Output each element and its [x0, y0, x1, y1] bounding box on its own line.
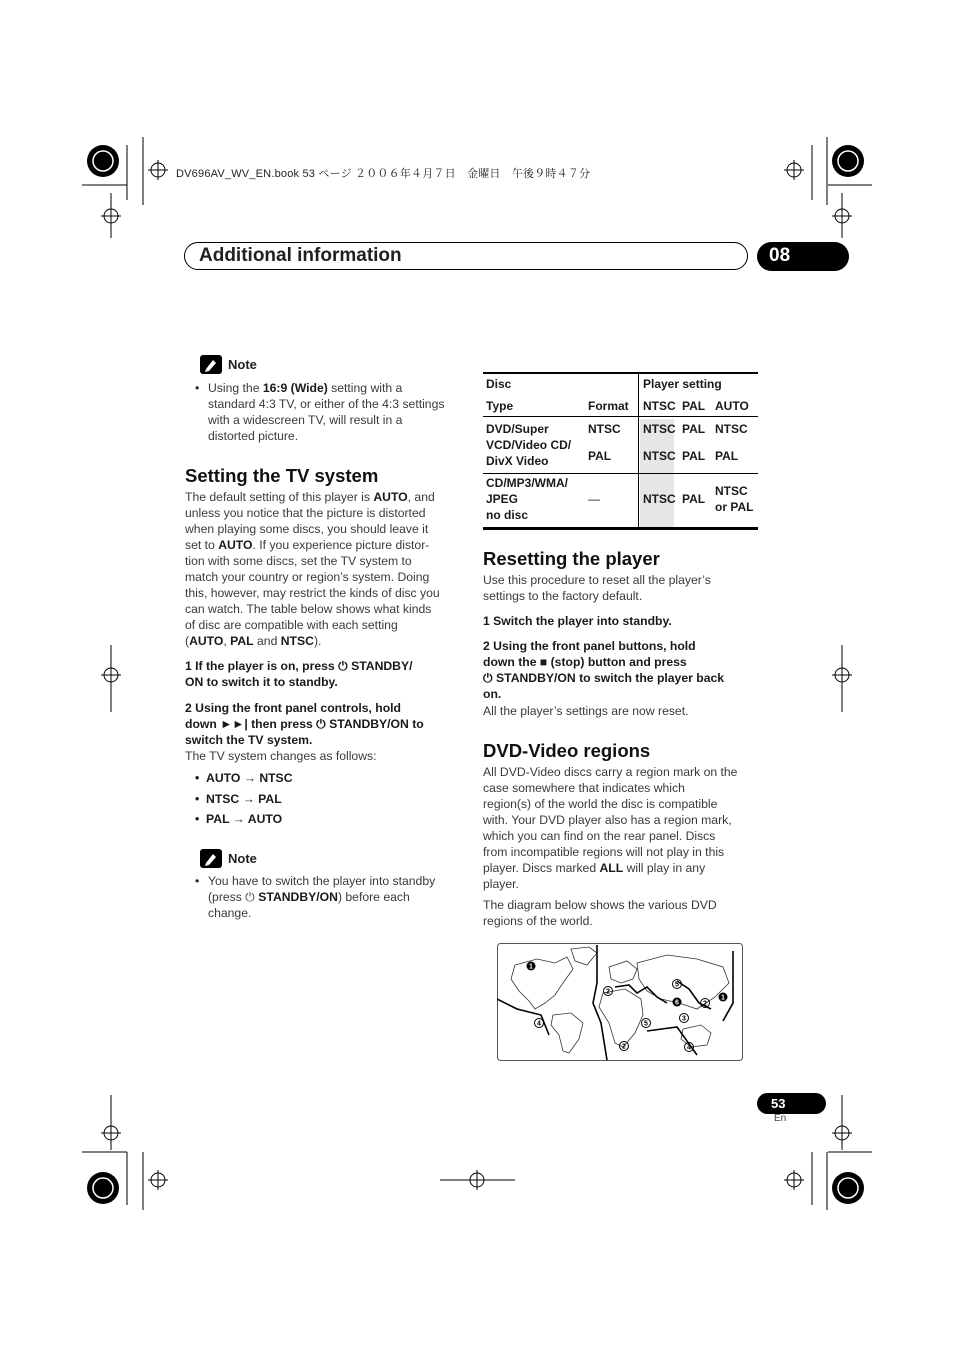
para-text: , and: [407, 490, 435, 504]
para-text: ,: [223, 634, 231, 648]
row1b-ntsc: NTSC: [643, 449, 676, 463]
reset-step-2: [483, 638, 763, 702]
reset-result: All the player’s settings are now reset.: [483, 704, 689, 718]
caption-line: The diagram below shows the various DVD: [483, 898, 717, 912]
cycle-item: PAL → AUTO: [206, 812, 283, 826]
page-title: Additional information: [199, 245, 402, 266]
region-label: 1: [721, 994, 725, 1002]
para-line: unless you notice that the picture is distorted: [185, 506, 426, 520]
step-line: down the ■ (stop) button and press: [483, 655, 687, 669]
para-line: All DVD-Video discs carry a region mark on the: [483, 765, 738, 779]
para-text: player. Discs marked: [483, 861, 600, 875]
col-auto: AUTO: [715, 399, 749, 413]
regions-heading: DVD-Video regions: [483, 740, 651, 761]
cell-line: no disc: [486, 508, 529, 522]
para-line: tion with some discs, set the TV system to: [185, 554, 412, 568]
para-bold: NTSC: [280, 634, 314, 648]
note-icon: [200, 355, 222, 374]
table-row-rule: [483, 473, 758, 474]
row1-type: [486, 421, 571, 469]
para-bold: AUTO: [373, 490, 408, 504]
tv-system-table: [483, 372, 758, 530]
tv-system-heading: Setting the TV system: [185, 465, 379, 486]
note2-text: [208, 873, 468, 921]
region-label: 5: [675, 981, 679, 989]
page-language: En: [774, 1113, 787, 1124]
tv-changes-text: The TV system changes as follows:: [185, 749, 377, 763]
para-text: will play in any: [623, 861, 706, 875]
cell-line: JPEG: [486, 492, 519, 506]
para-line: this, however, may restrict the kinds of disc you: [185, 586, 440, 600]
step-line: down ►►| then press ⏻ STANDBY/ON to: [185, 717, 424, 731]
region-label: 4: [687, 1044, 691, 1052]
region-label: 6: [675, 999, 679, 1007]
para-text: (: [185, 634, 190, 648]
table-header-rule: [483, 416, 758, 417]
col-format: Format: [588, 399, 629, 413]
row1a-pal: PAL: [682, 422, 706, 436]
col-type: Type: [486, 399, 514, 413]
note1-line4: distorted picture.: [208, 429, 299, 443]
bullet-dot: •: [195, 381, 200, 395]
row1a-ntsc: NTSC: [643, 422, 676, 436]
chapter-number: 08: [769, 245, 791, 266]
para-bold: AUTO: [218, 538, 253, 552]
col-player-setting: Player setting: [643, 377, 722, 391]
row2-type: [486, 475, 568, 523]
para-line: of disc are compatible with each setting: [185, 618, 398, 632]
region-label: 1: [529, 963, 533, 971]
note1-line1-bold: 16:9 (Wide): [262, 381, 328, 395]
note1-text: [208, 380, 468, 444]
para-text: and: [253, 634, 281, 648]
para-line: region(s) of the world the disc is compatible: [483, 797, 718, 811]
cell-line: VCD/Video CD/: [486, 438, 572, 452]
para-bold: ALL: [599, 861, 624, 875]
col-pal: PAL: [682, 399, 706, 413]
para-line: case somewhere that indicates which: [483, 781, 685, 795]
para-line: can watch. The table below shows what kinds: [185, 602, 432, 616]
para-text: set to: [185, 538, 219, 552]
para-line: from incompatible regions will not play in this: [483, 845, 725, 859]
row2-auto: [715, 483, 753, 515]
row2-format: —: [588, 492, 600, 506]
row1b-format: PAL: [588, 449, 612, 463]
print-header: DV696AV_WV_EN.book 53 ページ ２００６年４月７日 金曜日 午後９時４７分: [176, 168, 591, 180]
para-text: . If you experience picture distor-: [252, 538, 430, 552]
step-line: 1 If the player is on, press ⏻ STANDBY/: [185, 659, 413, 673]
col-ntsc: NTSC: [643, 399, 676, 413]
intro-line: Use this procedure to reset all the player’s: [483, 573, 711, 587]
row1a-format: NTSC: [588, 422, 621, 436]
note1-line1-post: setting with a: [327, 381, 403, 395]
para-line: player.: [483, 877, 519, 891]
para-text: The default setting of this player is: [185, 490, 374, 504]
cell-line: DVD/Super: [486, 422, 549, 436]
note1-line2: standard 4:3 TV, or either of the 4:3 settings: [208, 397, 445, 411]
table-top-rule: [483, 372, 758, 374]
step-line: switch the TV system.: [185, 733, 313, 747]
region-label: 3: [682, 1015, 686, 1023]
row2-ntsc: NTSC: [643, 492, 676, 506]
para-line: which you can find on the rear panel. Discs: [483, 829, 716, 843]
para-bold: PAL: [230, 634, 254, 648]
region-label: 5: [644, 1020, 648, 1028]
resetting-heading: Resetting the player: [483, 548, 660, 569]
para-text: ).: [313, 634, 322, 648]
regions-diagram-caption: [483, 897, 763, 929]
note-label: Note: [228, 851, 257, 866]
row1a-auto: NTSC: [715, 422, 748, 436]
para-bold: AUTO: [189, 634, 224, 648]
intro-line: settings to the factory default.: [483, 589, 643, 603]
tv-system-paragraph: [185, 489, 465, 649]
step-line: 2 Using the front panel controls, hold: [185, 701, 401, 715]
para-line: match your country or region’s system. Doing: [185, 570, 430, 584]
page-number-badge: [757, 1093, 826, 1114]
row2-pal: PAL: [682, 492, 706, 506]
cell-line: DivX Video: [486, 454, 549, 468]
region-label: 2: [703, 1000, 707, 1008]
cell-line: NTSC: [715, 484, 748, 498]
para-line: when playing some discs, you should leave it: [185, 522, 429, 536]
table-column-rule: [638, 374, 639, 527]
para-line: with. Your DVD player also has a region mark,: [483, 813, 732, 827]
table-bottom-rule: [483, 527, 758, 530]
tv-step-1: [185, 658, 465, 690]
tv-cycle-list: • AUTO → NTSC • NTSC → PAL • PAL → AUTO: [195, 771, 293, 826]
dvd-region-map: [497, 943, 743, 1061]
note2-line1: You have to switch the player into standby: [208, 874, 436, 888]
bullet-dot: •: [195, 874, 200, 888]
regions-paragraph: [483, 764, 763, 892]
note2-line2-bold: STANDBY/ON: [258, 890, 338, 904]
note2-line2-pre: (press ⏻: [208, 890, 259, 904]
row1b-auto: PAL: [715, 449, 739, 463]
row1b-pal: PAL: [682, 449, 706, 463]
cell-line: or PAL: [715, 500, 754, 514]
step-line: ON to switch it to standby.: [185, 675, 338, 689]
region-label: 2: [606, 988, 610, 996]
cycle-item: NTSC → PAL: [206, 791, 282, 806]
cycle-item: AUTO → NTSC: [206, 771, 293, 785]
page-number: 53: [771, 1096, 786, 1111]
region-label: 4: [537, 1020, 541, 1028]
note-label: Note: [228, 357, 257, 372]
note1-line3: with a widescreen TV, will result in a: [208, 413, 403, 427]
cell-line: CD/MP3/WMA/: [486, 476, 568, 490]
region-label: 2: [622, 1043, 626, 1051]
step-line: on.: [483, 687, 502, 701]
resetting-intro: [483, 572, 763, 604]
note-icon: [200, 849, 222, 868]
tv-step-2: [185, 700, 465, 748]
caption-line: regions of the world.: [483, 914, 593, 928]
step-line: 2 Using the front panel buttons, hold: [483, 639, 696, 653]
note2-line3: change.: [208, 906, 252, 920]
col-disc: Disc: [486, 377, 512, 391]
note1-line1-pre: Using the: [208, 381, 263, 395]
step-line: ⏻ STANDBY/ON to switch the player back: [483, 671, 725, 685]
note2-line2-post: ) before each: [337, 890, 410, 904]
reset-step-1: 1 Switch the player into standby.: [483, 614, 672, 628]
